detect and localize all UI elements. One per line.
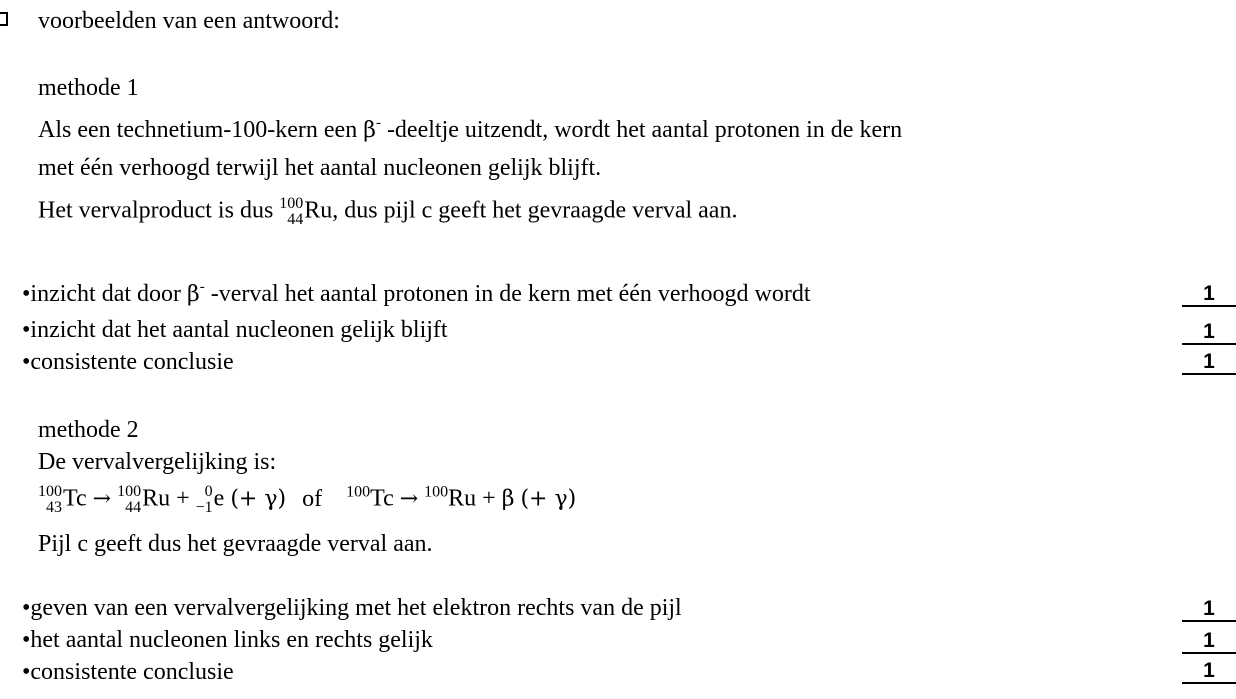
criterion-text: consistente conclusie [30,349,234,375]
tc-nuclide-numbers [38,484,62,516]
criterion-row [22,318,448,342]
method1-line2: met één verhoogd terwijl het aantal nucleonen gelijk blijft. [38,155,602,181]
beta-minus-sign: - [199,279,205,295]
criterion-text: inzicht dat het aantal nucleonen gelijk blijft [30,317,448,343]
bullet-icon: • [22,281,31,307]
tc-mass-number: 100 [38,483,62,500]
method1-line3-end: dus pijl c geeft het gevraagde verval aan. [338,197,738,224]
ru-mass-number: 100 [279,195,304,212]
ru-symbol: Ru [142,485,171,512]
arrow-icon: → [399,486,419,512]
beta-minus-sign: - [375,115,381,131]
bullet-icon: • [22,317,31,343]
bullet-icon: • [22,659,31,685]
decay-equation [38,484,576,516]
tc-mass-number: 100 [346,483,371,501]
method2-line1: De vervalvergelijking is: [38,449,277,475]
method2-line3: Pijl c geeft dus het gevraagde verval aan. [38,531,433,557]
criterion-text: geven van een vervalvergelijking met het elektron rechts van de pijl [30,595,682,621]
score: 1 [1182,630,1236,654]
plus-sign: + [482,485,496,512]
ru-symbol: Ru [448,485,477,512]
criterion-row [22,628,433,652]
tc-atomic-number: 43 [46,499,62,516]
ru-nuclide-numbers [279,196,303,228]
bullet-icon: • [22,627,31,653]
beta-symbol: β [501,486,515,512]
score: 1 [1182,598,1236,622]
ru-symbol: Ru, [304,197,339,224]
criterion-text: consistente conclusie [30,659,234,685]
method1-line1-start: Als een technetium-100-kern een [38,117,364,143]
gamma-term: (+ γ) [230,486,287,512]
plus-sign: + [176,485,190,512]
method1-line1-end: -deeltje uitzendt, wordt het aantal protonen in de kern [380,117,903,143]
bullet-icon: • [22,595,31,621]
gamma-term: (+ γ) [520,486,577,512]
score: 1 [1182,660,1236,684]
method1-line3 [38,196,737,228]
tc-symbol: Tc [370,485,394,512]
method1-line3-start: Het vervalproduct is dus [38,197,280,224]
method2-title: methode 2 [38,417,139,443]
arrow-icon: → [92,486,112,512]
electron-charge-number: −1 [195,499,213,516]
beta-symbol: β [187,282,200,307]
electron-numbers [196,484,213,516]
criterion-row [22,596,682,620]
score: 1 [1182,351,1236,375]
bullet-icon: • [22,349,31,375]
checkbox-icon [0,12,8,26]
score: 1 [1182,321,1236,345]
criterion-text-end: -verval het aantal protonen in de kern met één verhoogd wordt [204,281,811,307]
electron-mass-number: 0 [204,483,213,500]
score: 1 [1182,283,1236,307]
ru-mass-number: 100 [117,483,142,500]
criterion-row [22,660,234,684]
ru-atomic-number: 44 [287,211,304,228]
or-word: of [302,485,323,512]
criterion-row [22,280,811,306]
criterion-text-start: inzicht dat door [30,281,188,307]
method1-line1 [38,116,902,142]
intro-text: voorbeelden van een antwoord: [38,8,340,34]
ru-atomic-number: 44 [125,499,142,516]
ru-nuclide-numbers [117,484,141,516]
beta-symbol: β [363,118,376,143]
tc-symbol: Tc [63,485,87,512]
criterion-text: het aantal nucleonen links en rechts gelijk [30,627,433,653]
criterion-row [22,350,234,374]
electron-symbol: e [213,485,225,512]
ru-mass-number: 100 [424,483,449,501]
method1-title: methode 1 [38,75,139,101]
